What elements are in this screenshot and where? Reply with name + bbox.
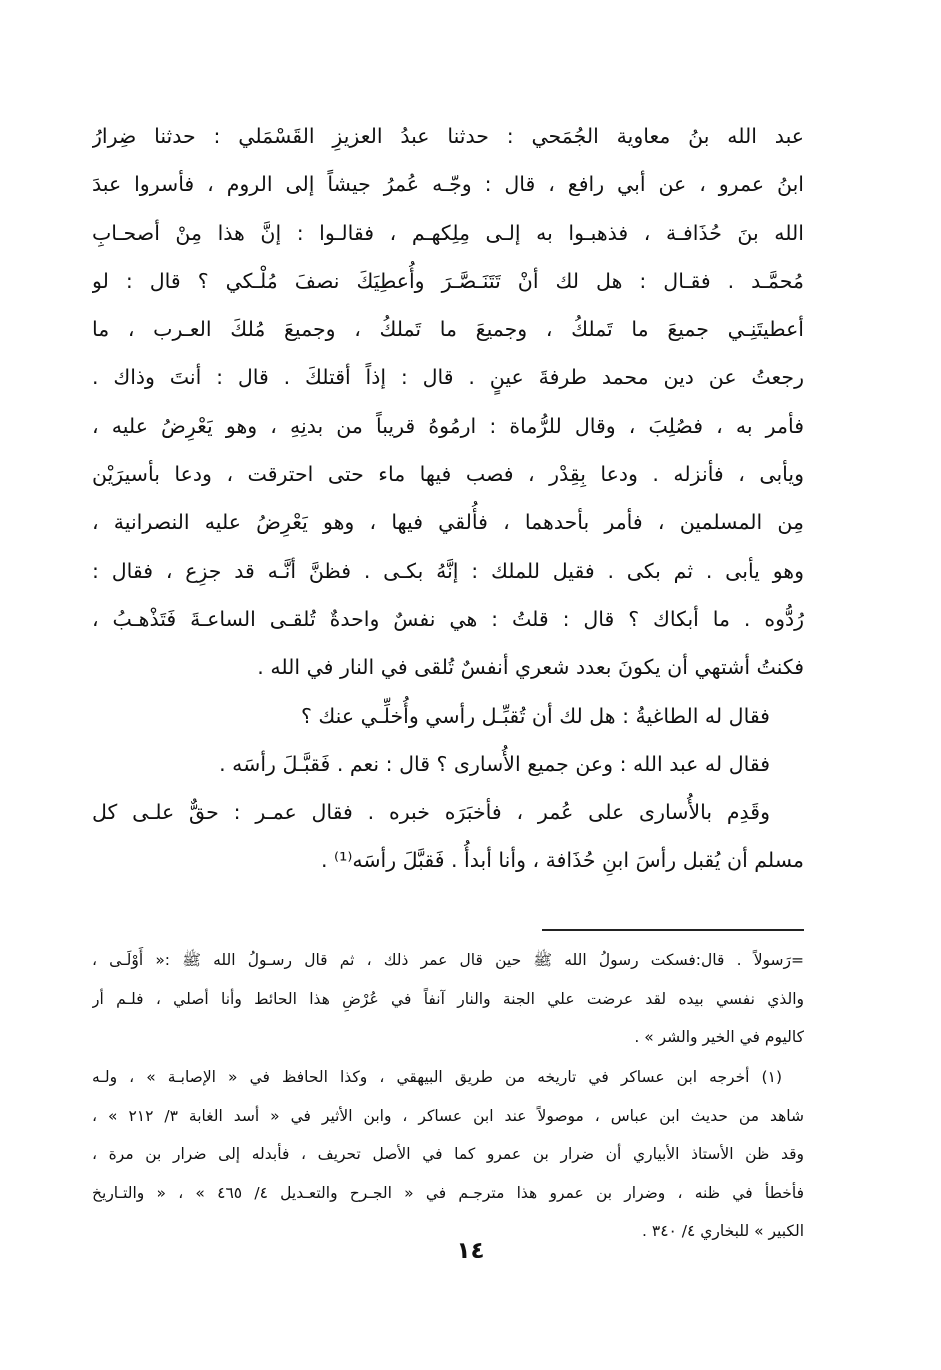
footnote-1 bbox=[92, 1058, 804, 1251]
main-text-line: أعطيتَنِـي جميعَ ما تَملكُ ، وجميعَ ما تَملكُ ، وجميعَ مُلكَ العـرب ، ما bbox=[92, 317, 804, 342]
main-text bbox=[92, 112, 804, 885]
footnote-line: كاليوم في الخير والشر » . bbox=[634, 1028, 804, 1046]
main-text-line: وهو يأبى . ثم بكى . فقيل للملك : إنَّهُ بكـى . فظنَّ أنَّـه قد جزِع ، فقال : bbox=[92, 558, 804, 583]
main-text-line: رجعتُ عن دين محمد طرفةَ عينٍ . قال : إذاً أقتلكَ . قال : أنتَ وذاك . bbox=[92, 365, 804, 390]
footnote-line: الكبير » للبخاري ٤/ ٣٤٠ . bbox=[642, 1222, 804, 1240]
main-text-line: فقال له الطاغيةُ : هل لك أن تُقبِّـل رأسي وأُخلِّـي عنك ؟ bbox=[300, 703, 770, 728]
main-text-line: ابنُ عمرو ، عن أبي رافع ، قال : وجّـه عُمرُ جيشاً إلى الروم ، فأسروا عبدَ bbox=[92, 172, 804, 197]
footnote-line: (١) أخرجه ابن عساكر في تاريخه من طريق البيهقي ، وكذا الحافظ في « الإصابـة » ، ولـه bbox=[92, 1068, 782, 1086]
main-text-line: وقَدِم بالأُسارى على عُمر ، فأخبَرَه خبره . فقال عمـر : حقٌّ علـى كل bbox=[92, 800, 770, 825]
footnote-line: شاهد من حديث ابن عباس ، موصولاً عند ابن عساكر ، وابن الأثير في « أسد الغابة ٣/ ٢١٢ » ، bbox=[92, 1106, 804, 1125]
footnote-line: =رَسولاً . قال:فسكت رسولُ الله ﷺ حين قال عمر ذلك ، ثم قال رسـولُ الله ﷺ :« أَوْلَـى ، bbox=[92, 951, 804, 969]
footnote-separator bbox=[542, 929, 804, 931]
main-text-line: رُدُّوه . ما أبكاك ؟ قال : قلتُ : هي نفسٌ واحدةٌ تُلقـى الساعـةَ فَتَذْهـبُ ، bbox=[92, 606, 804, 631]
footnote-line: وقد ظن الأستاذ الأبياري أن ضرار بن عمرو كما في الأصل تحريف ، فأبدله إلى ضرار بن مرة ، bbox=[92, 1145, 804, 1163]
main-text-line: فقال له عبد الله : وعن جميع الأُسارى ؟ قال : نعم . فَقبَّـلَ رأسَه . bbox=[219, 751, 770, 776]
footnote-continuation bbox=[92, 941, 804, 1057]
main-text-line: مسلم أن يُقبل رأسَ ابنِ حُذَافة ، وأنا أبدأُ . فَقبَّلَ رأسَه⁽¹⁾ . bbox=[321, 848, 804, 873]
main-text-line: الله بنَ حُذَافـة ، فذهبـوا به إلـى مِلِكهـم ، فقالـوا : إنَّ هذا مِنْ أصحـابِ bbox=[92, 220, 804, 245]
main-text-line: مُحمَّـد . فقـال : هل لك أنْ تَتَنَـصَّـرَ وأُعطِيَكَ نصفَ مُلْـكي ؟ قال : لو bbox=[92, 268, 804, 293]
main-text-line: ويأبى ، فأنزله . ودعا بِقِدْر ، فصب فيها ماء حتى احترقت ، ودعا بأسيرَيْن bbox=[92, 462, 804, 487]
main-text-line: فكنتُ أشتهي أن يكونَ بعدد شعري أنفسٌ تُلقى في النار في الله . bbox=[257, 655, 804, 680]
footnote-line: فأخطأ في ظنه ، وضرار بن عمرو هذا مترجـم في « الجـرح والتعـديل ٤/ ٤٦٥ » ، « والتـاريخ bbox=[92, 1183, 804, 1202]
page-number: ١٤ bbox=[456, 1238, 485, 1264]
main-text-line: مِن المسلمين ، فأمر بأحدهما ، فأُلقي فيها ، وهو يَعْرِضُ عليه النصرانية ، bbox=[92, 510, 804, 535]
footnote-line: والذي نفسي بيده لقد عرضت علي الجنة والنار آنفاً في عُرْضِ هذا الحائط وأنا أصلي ، فلـم أر bbox=[92, 989, 804, 1008]
main-text-line: عبد الله بنُ معاوية الجُمَحي : حدثنا عبدُ العزيزِ القَسْمَلي : حدثنا ضِرارُ bbox=[92, 124, 804, 148]
main-text-line: فأمر به ، فصُلِبَ ، وقال للرُّماة : ارمُوهُ قريباً من بدنِهِ ، وهو يَعْرِضُ عليه ، bbox=[92, 413, 804, 438]
